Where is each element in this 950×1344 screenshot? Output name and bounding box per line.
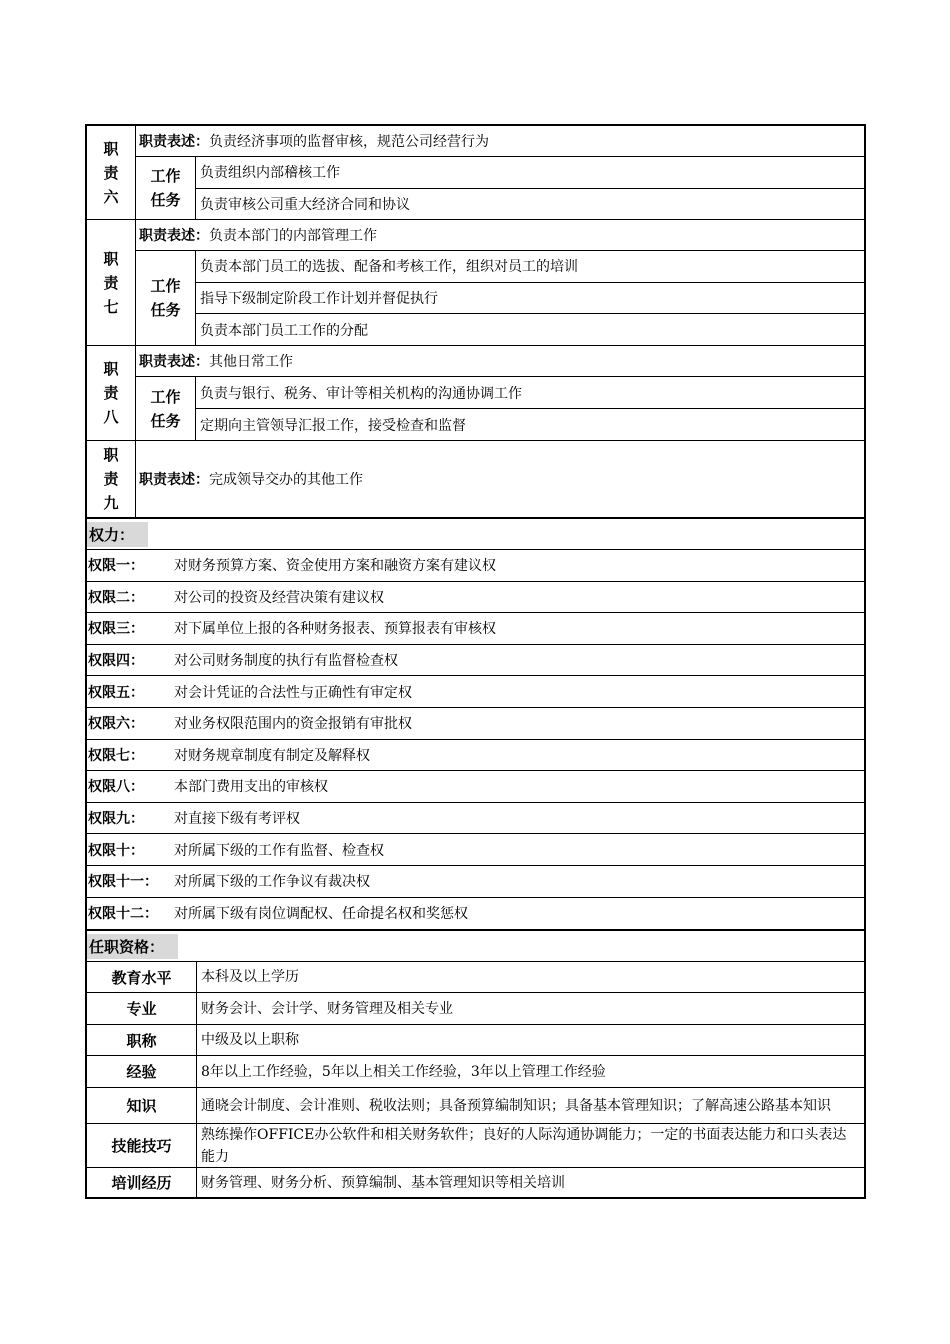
qualification-row [87, 993, 864, 1025]
authority-label: 权限十： [88, 842, 144, 859]
authority-text: 对财务规章制度有制定及解释权 [174, 747, 370, 764]
job-description-page [85, 124, 866, 1199]
duty-statement [136, 126, 864, 157]
task-label [136, 157, 196, 219]
statement-label: 职责表述： [139, 228, 209, 244]
authority-text: 对业务权限范围内的资金报销有审批权 [174, 716, 412, 733]
task-item: 负责审核公司重大经济合同和协议 [200, 196, 410, 213]
task-label-line: 任务 [150, 301, 181, 319]
duty-statement [136, 346, 864, 377]
task-item: 定期向主管领导汇报工作，接受检查和监督 [200, 417, 466, 434]
statement-text: 完成领导交办的其他工作 [209, 472, 363, 488]
authority-list [87, 550, 864, 929]
duty-nine [87, 441, 864, 517]
duty-label [87, 346, 136, 440]
section-title: 权力： [87, 522, 148, 547]
qualification-label: 教育水平 [87, 962, 197, 992]
authority-text: 本部门费用支出的审核权 [174, 779, 328, 796]
statement-label: 职责表述： [139, 354, 209, 370]
authority-row [87, 550, 864, 582]
task-item: 负责与银行、税务、审计等相关机构的沟通协调工作 [196, 377, 864, 409]
authority-row [87, 708, 864, 740]
authority-row [87, 613, 864, 645]
duty-label-char: 责 [103, 273, 119, 292]
statement-text: 其他日常工作 [209, 354, 293, 370]
qualification-label: 培训经历 [87, 1168, 197, 1197]
qualification-row [87, 1025, 864, 1056]
qualification-section [85, 929, 866, 1199]
authority-label: 权限十一： [88, 874, 158, 891]
authority-row [87, 771, 864, 803]
qualification-label: 经验 [87, 1056, 197, 1087]
authority-label: 权限三： [88, 621, 144, 638]
qualification-list [87, 962, 864, 1197]
authority-text: 对会计凭证的合法性与正确性有审定权 [174, 684, 412, 701]
qualification-row [87, 1168, 864, 1197]
qualification-value: 8年以上工作经验，5年以上相关工作经验，3年以上管理工作经验 [201, 1063, 606, 1080]
task-label-line: 工作 [150, 277, 181, 295]
qualification-label: 知识 [87, 1088, 197, 1123]
task-item: 负责组织内部稽核工作 [196, 157, 864, 189]
qualification-value: 本科及以上学历 [201, 969, 299, 986]
qualification-value: 中级及以上职称 [201, 1032, 299, 1049]
task-label-line: 任务 [150, 411, 181, 430]
authority-header [87, 519, 864, 550]
qualification-value: 熟练操作OFFICE办公软件和相关财务软件；良好的人际沟通协调能力；一定的书面表达能力和口头表达能力 [201, 1126, 847, 1165]
authority-text: 对直接下级有考评权 [174, 811, 300, 828]
task-label-line: 工作 [150, 387, 181, 406]
task-label [136, 251, 196, 345]
duty-seven [87, 220, 864, 346]
authority-text: 对所属下级有岗位调配权、任命提名权和奖惩权 [174, 906, 468, 923]
authority-section [85, 517, 866, 929]
duty-label [87, 126, 136, 219]
task-item: 指导下级制定阶段工作计划并督促执行 [196, 283, 864, 315]
qualification-header [87, 931, 864, 962]
statement-label: 职责表述： [139, 134, 209, 150]
authority-row [87, 740, 864, 772]
authority-row [87, 866, 864, 898]
task-label-line: 工作 [150, 167, 181, 185]
qualification-row [87, 1088, 864, 1124]
authority-text: 对所属下级的工作有监督、检查权 [174, 842, 384, 859]
authority-label: 权限四： [88, 653, 144, 670]
duty-label-char: 职 [103, 360, 119, 378]
qualification-row [87, 1056, 864, 1088]
task-label [136, 377, 196, 440]
authority-row [87, 582, 864, 614]
authority-text: 对所属下级的工作争议有裁决权 [174, 874, 370, 891]
duty-label-char: 职 [103, 139, 119, 158]
authority-label: 权限九： [88, 811, 144, 828]
statement-text: 负责经济事项的监督审核，规范公司经营行为 [209, 134, 489, 150]
task-item: 负责本部门员工的选拔、配备和考核工作，组织对员工的培训 [196, 251, 864, 283]
duty-label-char: 六 [103, 187, 119, 206]
duty-label-char: 七 [103, 297, 119, 316]
authority-label: 权限十二： [88, 906, 158, 923]
duty-statement [136, 441, 864, 517]
authority-row [87, 898, 864, 930]
authority-label: 权限二： [88, 589, 144, 606]
qualification-value: 财务管理、财务分析、预算编制、基本管理知识等相关培训 [201, 1174, 565, 1191]
qualification-value: 财务会计、会计学、财务管理及相关专业 [201, 1000, 453, 1017]
duty-label-char: 职 [103, 446, 119, 464]
duty-six [87, 126, 864, 220]
duty-label-char: 九 [103, 494, 119, 512]
qualification-row [87, 962, 864, 993]
authority-text: 对财务预算方案、资金使用方案和融资方案有建议权 [174, 558, 496, 575]
qualification-row [87, 1124, 864, 1168]
authority-row [87, 834, 864, 866]
section-title: 任职资格： [87, 934, 178, 959]
qualification-value: 通晓会计制度、会计准则、税收法则；具备预算编制知识；具备基本管理知识；了解高速公路基本知识 [201, 1097, 831, 1114]
authority-label: 权限七： [88, 747, 144, 764]
authority-label: 权限一： [88, 558, 144, 575]
authority-text: 对公司财务制度的执行有监督检查权 [174, 653, 398, 670]
duty-label-char: 责 [103, 163, 119, 182]
authority-row [87, 803, 864, 835]
qualification-label: 专业 [87, 993, 197, 1024]
duties-table [85, 124, 866, 517]
authority-label: 权限八： [88, 779, 144, 796]
authority-text: 对下属单位上报的各种财务报表、预算报表有审核权 [174, 621, 496, 638]
duty-eight [87, 346, 864, 441]
duty-statement [136, 220, 864, 251]
duty-label-char: 八 [103, 408, 119, 426]
duty-label [87, 441, 136, 517]
authority-text: 对公司的投资及经营决策有建议权 [174, 589, 384, 606]
duty-label-char: 责 [103, 384, 119, 402]
task-item: 负责本部门员工工作的分配 [200, 322, 368, 339]
duty-label-char: 责 [103, 470, 119, 488]
statement-text: 负责本部门的内部管理工作 [209, 228, 377, 244]
statement-label: 职责表述： [139, 472, 209, 488]
authority-label: 权限五： [88, 684, 144, 701]
authority-label: 权限六： [88, 716, 144, 733]
authority-row [87, 676, 864, 708]
authority-row [87, 645, 864, 677]
duty-label [87, 220, 136, 345]
qualification-label: 技能技巧 [87, 1124, 197, 1167]
duty-label-char: 职 [103, 249, 119, 268]
task-label-line: 任务 [150, 191, 181, 209]
qualification-label: 职称 [87, 1025, 197, 1055]
